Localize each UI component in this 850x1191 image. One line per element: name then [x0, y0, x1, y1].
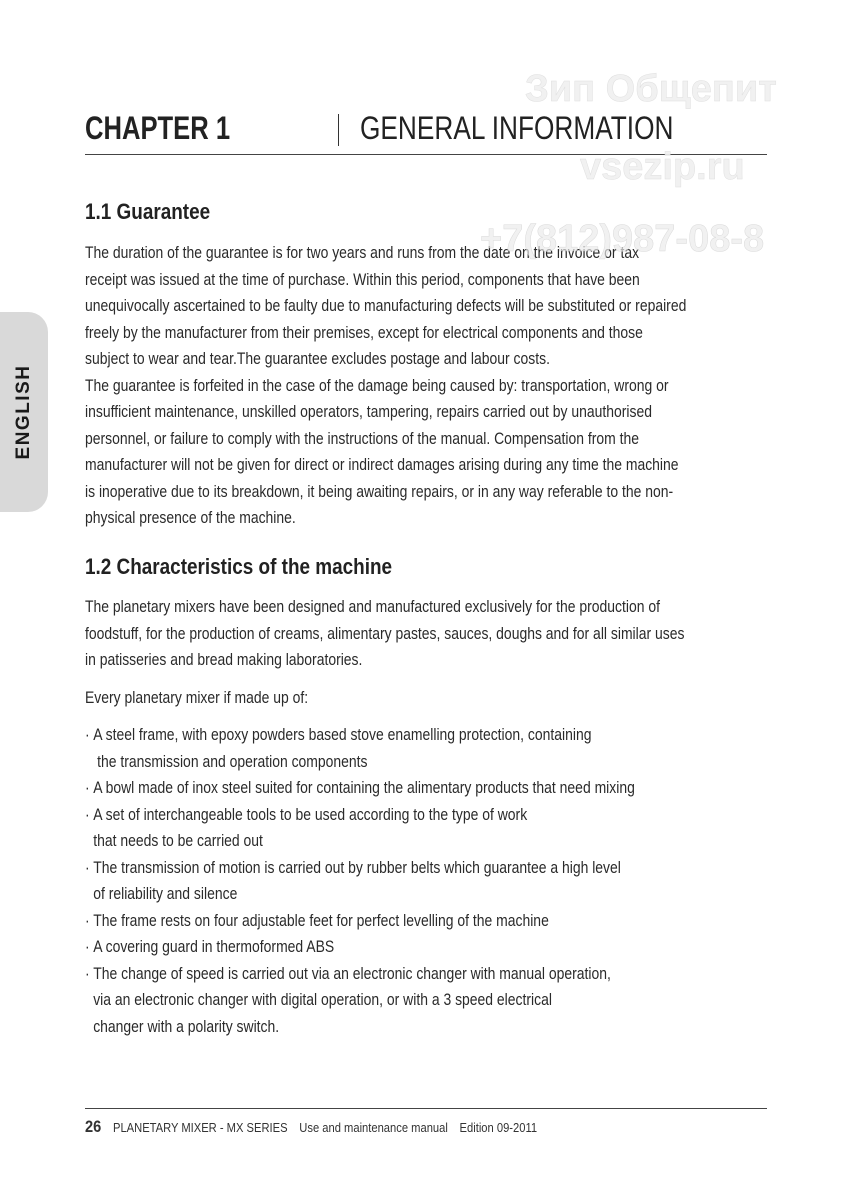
list-item: · The frame rests on four adjustable feet for perfect levelling of the machine	[85, 908, 774, 935]
page-number: 26	[85, 1117, 102, 1136]
paragraph-line: The planetary mixers have been designed and manufactured exclusively for the production of	[85, 597, 660, 616]
paragraph-line: personnel, or failure to comply with the instructions of the manual. Compensation from the	[85, 428, 640, 448]
list-item: · A set of interchangeable tools to be used according to the type of work that needs to be carried out	[85, 802, 774, 855]
section-guarantee-heading: 1.1 Guarantee	[85, 199, 211, 224]
list-item: · A bowl made of inox steel suited for containing the alimentary products that need mixing	[85, 775, 774, 802]
paragraph-line: The duration of the guarantee is for two years and runs from the date on the invoice or tax	[85, 243, 640, 262]
paragraph-line: physical presence of the machine.	[85, 508, 296, 527]
chapter-number: CHAPTER 1	[85, 110, 231, 146]
footer-divider	[85, 1108, 767, 1109]
language-label: ENGLISH	[13, 364, 34, 460]
watermark-name: Зип Общепит	[525, 68, 777, 110]
section-characteristics-heading: 1.2 Characteristics of the machine	[85, 554, 393, 579]
watermark-site: vsezip.ru	[580, 146, 745, 188]
paragraph-line: foodstuff, for the production of creams, alimentary pastes, sauces, doughs and for all similar uses	[85, 623, 685, 643]
paragraph-line: manufacturer will not be given for direct or indirect damages arising during any time the machine	[85, 455, 679, 474]
paragraph-line: freely by the manufacturer from their premises, except for electrical components and those	[85, 322, 643, 342]
characteristics-list	[85, 722, 774, 1040]
list-item: · The transmission of motion is carried out by rubber belts which guarantee a high level of reliability and silence	[85, 855, 774, 908]
paragraph-line: unequivocally ascertained to be faulty due to manufacturing defects will be substituted or repaired	[85, 296, 687, 315]
paragraph-line: The guarantee is forfeited in the case of the damage being caused by: transportation, wrong or	[85, 375, 669, 395]
paragraph-line: receipt was issued at the time of purchase. Within this period, components that have been	[85, 269, 640, 289]
footer-product: PLANETARY MIXER - MX SERIES	[112, 1120, 288, 1135]
list-item: · A covering guard in thermoformed ABS	[85, 934, 774, 961]
paragraph-line: in patisseries and bread making laboratories.	[85, 650, 363, 669]
watermark-phone: +7(812)987-08-8	[480, 218, 765, 260]
language-side-tab	[0, 312, 48, 512]
page-footer	[85, 1117, 537, 1137]
list-intro: Every planetary mixer if made up of:	[85, 688, 309, 707]
section-guarantee-body	[85, 240, 766, 532]
paragraph-line: subject to wear and tear.The guarantee excludes postage and labour costs.	[85, 349, 550, 368]
list-item: · The change of speed is carried out via an electronic changer with manual operation, via an electronic changer with digital operation, or with a 3 speed electrical changer with a polarity switch.	[85, 961, 774, 1041]
chapter-title: GENERAL INFORMATION	[360, 110, 674, 146]
footer-doc-type: Use and maintenance manual	[299, 1120, 448, 1135]
section-characteristics-intro	[85, 594, 766, 674]
paragraph-line: insufficient maintenance, unskilled operators, tampering, repairs carried out by unauthorised	[85, 402, 652, 421]
footer-edition: Edition 09-2011	[459, 1120, 538, 1135]
list-item: · A steel frame, with epoxy powders based stove enamelling protection, containing the transmission and operation components	[85, 722, 774, 775]
paragraph-line: is inoperative due to its breakdown, it being awaiting repairs, or in any way referable to the non-	[85, 481, 674, 501]
chapter-divider	[338, 114, 339, 146]
